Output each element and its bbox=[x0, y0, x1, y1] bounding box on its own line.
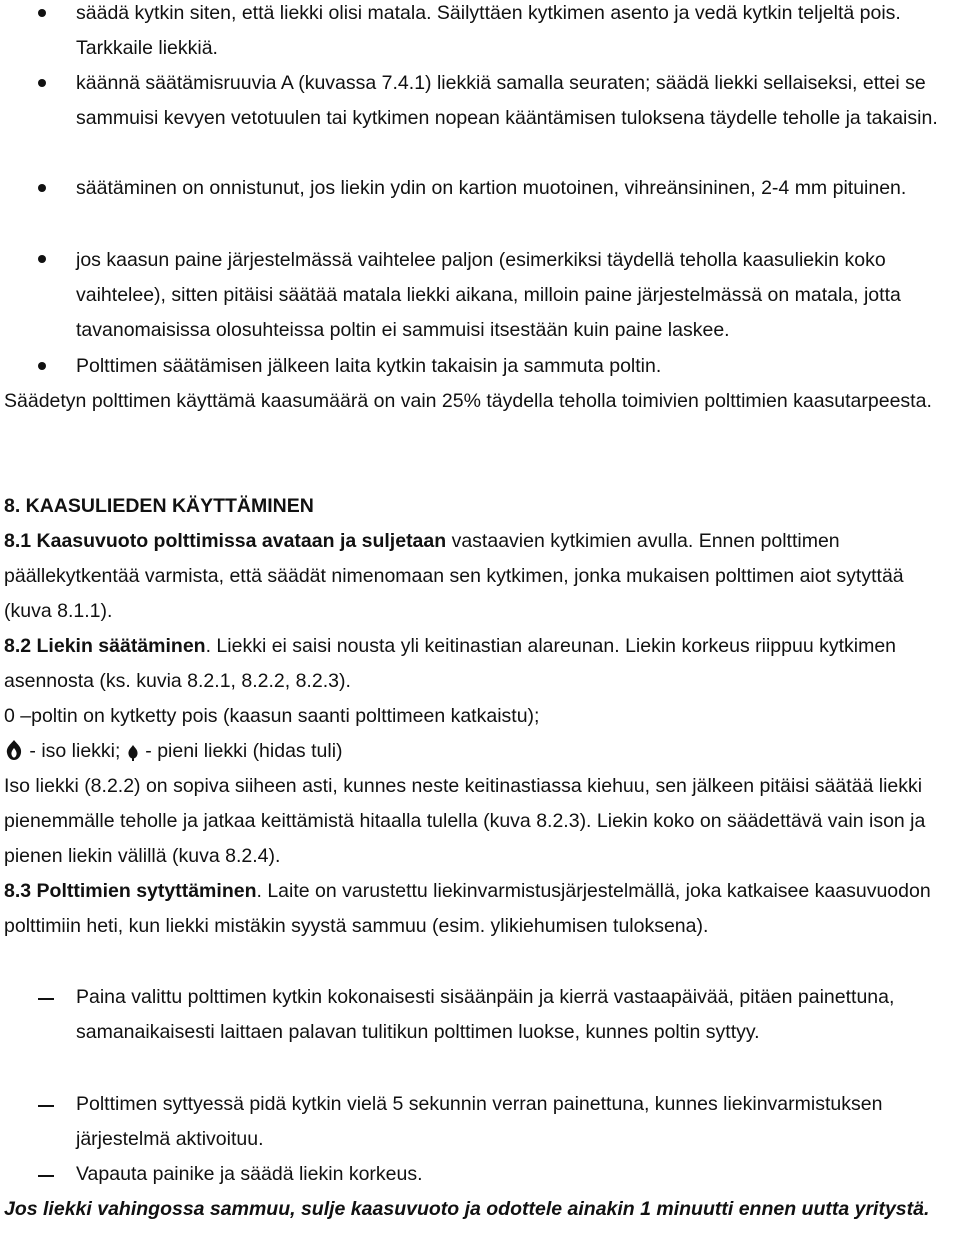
big-flame-text: Iso liekki (8.2.2) on sopiva siiheen asti, kunnes neste keitinastiassa kiehuu, sen jälkeen pitäisi säätää liekki pienemmälle teholle ja jatkaa keittämistä hitaalla tulella (kuva 8.2.3). Liekin koko on säädettävä vain ison ja pienen liekin välillä (kuva 8.2.4). bbox=[4, 775, 926, 867]
bullet-dot bbox=[38, 79, 46, 87]
bullet-dot bbox=[38, 362, 46, 370]
small-flame-icon bbox=[126, 738, 140, 773]
dash-marker bbox=[38, 998, 54, 1000]
bullet-dot bbox=[38, 184, 46, 192]
step-press-knob: Paina valittu polttimen kytkin kokonaisesti sisäänpäin ja kierrä vastaapäivää, pitäen painettuna, samanaikaisesti laittaen palavan tulitikun polttimen luokse, kunnes poltin syttyy. bbox=[76, 986, 895, 1043]
bullet-adjust-switch: säädä kytkin siten, että liekki olisi matala. Säilyttäen kytkimen asento ja vedä kytkin teljeltä pois. Tarkkaile liekkiä. bbox=[76, 2, 901, 59]
bullet-pressure: jos kaasun paine järjestelmässä vaihtelee paljon (esimerkiksi täydellä teholla kaasuliekin koko vaihtelee), sitten pitäisi säätää matala liekki aikana, milloin paine järjestelmässä on matala, jotta tavanomaisissa olosuhteissa poltin ei sammuisi itsestään kuin paine laskee. bbox=[76, 249, 901, 341]
bullet-adjust-screw: käännä säätämisruuvia A (kuvassa 7.4.1) liekkiä samalla seuraten; säädä liekki sellaiseksi, ettei se sammuisi kevyen vetotuulen tai kytkimen nopean kääntämisen tuloksena täydelle teholle ja takaisin. bbox=[76, 72, 938, 129]
bullet-turn-off: Polttimen säätämisen jälkeen laita kytkin takaisin ja sammuta poltin. bbox=[76, 355, 662, 377]
bullet-success: säätäminen on onnistunut, jos liekin ydin on kartion muotoinen, vihreänsininen, 2-4 mm pituinen. bbox=[76, 177, 907, 199]
consumption-note: Säädetyn polttimen käyttämä kaasumäärä on vain 25% täydella teholla toimivien polttimien kaasutarpeesta. bbox=[4, 390, 932, 412]
dash-marker bbox=[38, 1175, 54, 1177]
big-flame-icon bbox=[4, 738, 24, 773]
bullet-dot bbox=[38, 9, 46, 17]
zero-position-line: 0 –poltin on kytketty pois (kaasun saanti polttimeen katkaistu); bbox=[4, 705, 540, 727]
flame-legend: - iso liekki; - pieni liekki (hidas tuli) bbox=[4, 734, 956, 773]
step-hold-knob: Polttimen syttyessä pidä kytkin vielä 5 sekunnin verran painettuna, kunnes liekinvarmistuksen järjestelmä aktivoituu. bbox=[76, 1093, 883, 1150]
bullet-dot bbox=[38, 255, 46, 263]
dash-marker bbox=[38, 1105, 54, 1107]
section-8-3: 8.3 Polttimien sytyttäminen. Laite on varustettu liekinvarmistusjärjestelmällä, joka katkaisee kaasuvuodon polttimiin heti, kun liekki mistäkin syystä sammuu (esim. ylikiehumisen tuloksena). bbox=[4, 880, 931, 937]
section-8-2: 8.2 Liekin säätäminen. Liekki ei saisi nousta yli keitinastian alareunan. Liekin korkeus riippuu kytkimen asennosta (ks. kuvia 8.2.1, 8.2.2, 8.2.3). bbox=[4, 635, 897, 692]
section-heading: 8. KAASULIEDEN KÄYTTÄMINEN bbox=[4, 495, 314, 517]
step-release-knob: Vapauta painike ja säädä liekin korkeus. bbox=[76, 1163, 423, 1185]
section-8-1: 8.1 Kaasuvuoto polttimissa avataan ja suljetaan vastaavien kytkimien avulla. Ennen polttimen päällekytkentää varmista, että säädät nimenomaan sen kytkimen, jonka mukaisen polttimen aiot sytyttää (kuva 8.1.1). bbox=[4, 530, 904, 622]
warning-note: Jos liekki vahingossa sammuu, sulje kaasuvuoto ja odottele ainakin 1 minuutti ennen uutta yritystä. bbox=[4, 1198, 930, 1220]
